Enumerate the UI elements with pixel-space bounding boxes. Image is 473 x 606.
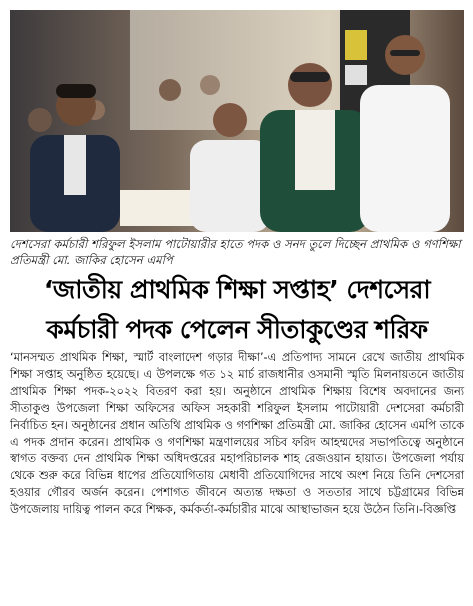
photo-illustration — [10, 10, 464, 232]
photo-caption: দেশসেরা কর্মচারী শরিফুল ইসলাম পাটোয়ারীর হাতে পদক ও সনদ তুলে দিচ্ছেন প্রাথমিক ও গণশিক্ষা প্রতিমন্ত্রী মো. জাকির হোসেন এমপি — [10, 237, 461, 267]
award-ceremony-photo — [10, 10, 464, 232]
headline-line-1: ‘জাতীয় প্রাথমিক শিক্ষা সপ্তাহ’ দেশসেরা — [43, 275, 431, 304]
article-body: ‘মানসম্মত প্রাথমিক শিক্ষা, স্মার্ট বাংলাদেশ গড়ার দীক্ষা’-এ প্রতিপাদ্য সামনে রেখে জাতীয় প্রাথমিক শিক্ষা সপ্তাহ অনুষ্ঠিত হয়েছে। এ উপলক্ষে গত ১২ মার্চ রাজধানীর ওসমানী স্মৃতি মিলনায়তনে জাতীয় প্রাথমিক শিক্ষা পদক-২০২২ বিতরণ করা হয়। অনুষ্ঠানে প্রাথমিক শিক্ষায় বিশেষ অবদানের জন্য সীতাকুণ্ড উপজেলা শিক্ষা অফিসের অফিস সহকারী শরিফুল ইসলাম পাটোয়ারী দেশসেরা কর্মচারী নির্বাচিত হন। অনুষ্ঠানের প্রধান অতিথি প্রাথমিক ও গণশিক্ষা প্রতিমন্ত্রী মো. জাকির হোসেন এমপি তাকে এ পদক প্রদান করেন। প্রাথমিক ও গণশিক্ষা মন্ত্রণালয়ের সচিব ফরিদ আহম্মদের সভাপতিত্বে অনুষ্ঠানে স্বাগত বক্তব্য দেন প্রাথমিক শিক্ষা অধিদপ্তরের মহাপরিচালক শাহ রেজওয়ান হায়াত। উপজেলা পর্যায় থেকে শুরু করে বিভিন্ন ধাপের প্রতিযোগিতায় মেধাবী প্রতিযোগিদের সাথে অংশ নিয়ে তিনি দেশসেরা হওয়ার গৌরব অর্জন করেন। পেশাগত জীবনে অত্যন্ত দক্ষতা ও সততার সাথে চট্টগ্রামের বিভিন্ন উপজেলায় দায়িত্ব পালন করে শিক্ষক, কর্মকর্তা-কর্মচারীর মাঝে আস্থাভাজন হয়ে উঠেন তিনি।-বিজ্ঞপ্তি — [10, 351, 464, 517]
headline-line-2: কর্মচারী পদক পেলেন সীতাকুণ্ডের শরিফ — [46, 315, 428, 344]
